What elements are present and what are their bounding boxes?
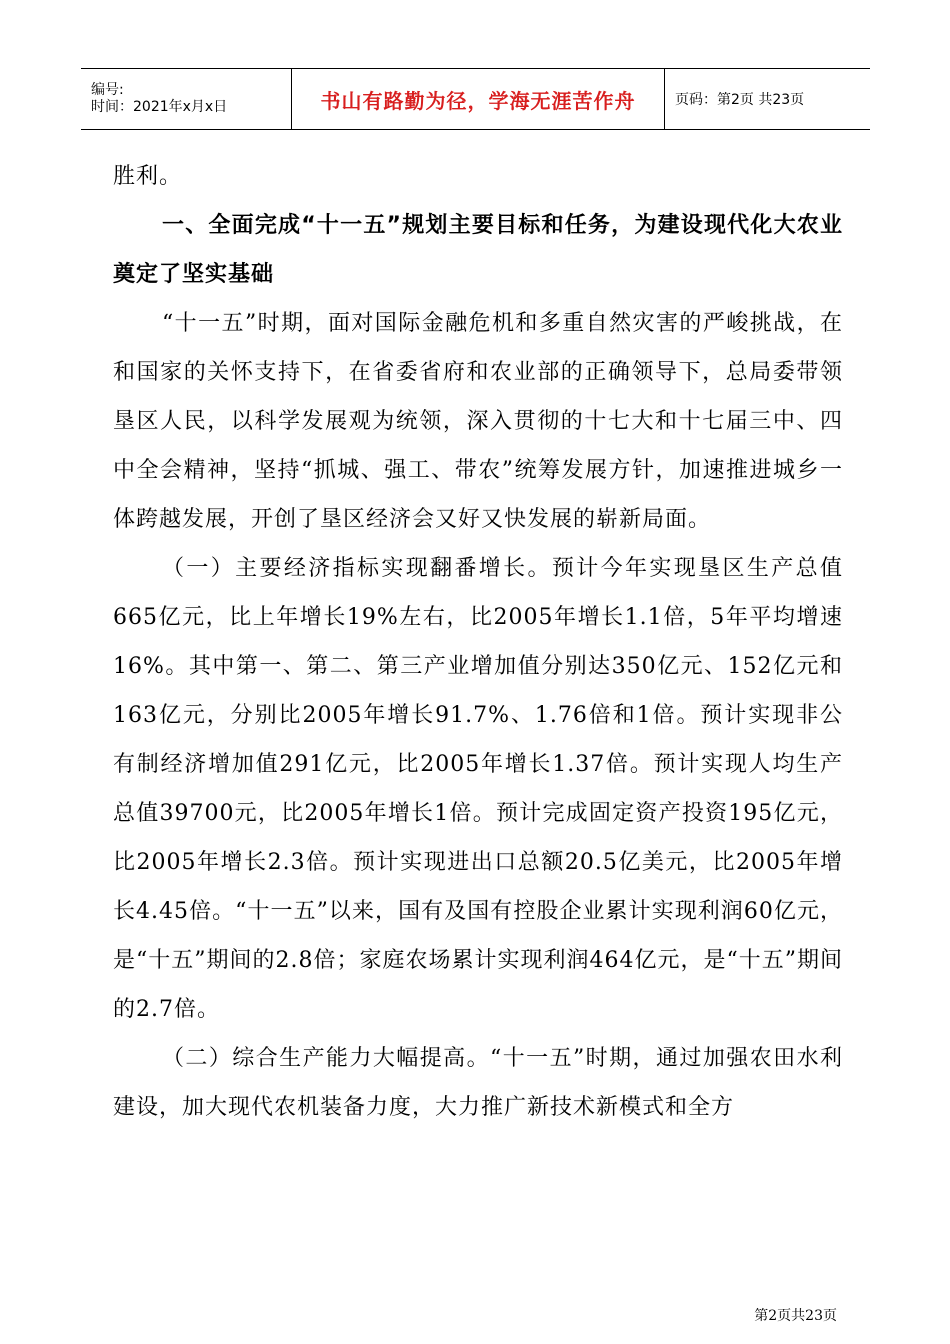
header-meta (81, 69, 292, 130)
paragraph-overview: “十一五”时期，面对国际金融危机和多重自然灾害的严峻挑战，在和国家的关怀支持下，在省委省府和农业部的正确领导下，总局委带领垦区人民，以科学发展观为统领，深入贯彻的十七大和十七届三中、四中全会精神，坚持“抓城、强工、带农”统筹发展方针，加速推进城乡一体跨越发展，开创了垦区经济会又好又快发展的崭新局面。 (113, 311, 843, 532)
document-header (81, 68, 870, 130)
paragraph-continuation: 胜利。 (113, 164, 183, 189)
paragraph-economic-indicators: （一）主要经济指标实现翻番增长。预计今年实现垦区生产总值665亿元，比上年增长19%左右，比2005年增长1.1倍，5年平均增速16%。其中第一、第二、第三产业增加值分别达350亿元、152亿元和163亿元，分别比2005年增长91.7%、1.76倍和1倍。预计实现非公有制经济增加值291亿元，比2005年增长1.37倍。预计实现人均生产总值39700元，比2005年增长1倍。预计完成固定资产投资195亿元，比2005年增长2.3倍。预计实现进出口总额20.5亿美元，比2005年增长4.45倍。“十一五”以来，国有及国有控股企业累计实现利润60亿元，是“十五”期间的2.8倍；家庭农场累计实现利润464亿元，是“十五”期间的2.7倍。 (113, 556, 843, 1022)
document-number-label: 编号: (91, 82, 124, 98)
document-body (113, 152, 843, 1132)
header-page-cell (665, 69, 871, 130)
section-heading: 一、全面完成“十一五”规划主要目标和任务，为建设现代化大农业奠定了坚实基础 (113, 213, 843, 287)
header-motto: 书山有路勤为径，学海无涯苦作舟 (320, 88, 636, 113)
document-date: 时间：2021年x月x日 (91, 99, 228, 115)
page-footer: 第2页共23页 (754, 1308, 837, 1324)
header-motto-cell (292, 69, 665, 130)
paragraph-production-capacity: （二）综合生产能力大幅提高。“十一五”时期，通过加强农田水利建设，加大现代农机装备力度，大力推广新技术新模式和全方 (113, 1046, 843, 1120)
header-page-number: 页码：第2页 共23页 (675, 92, 805, 108)
